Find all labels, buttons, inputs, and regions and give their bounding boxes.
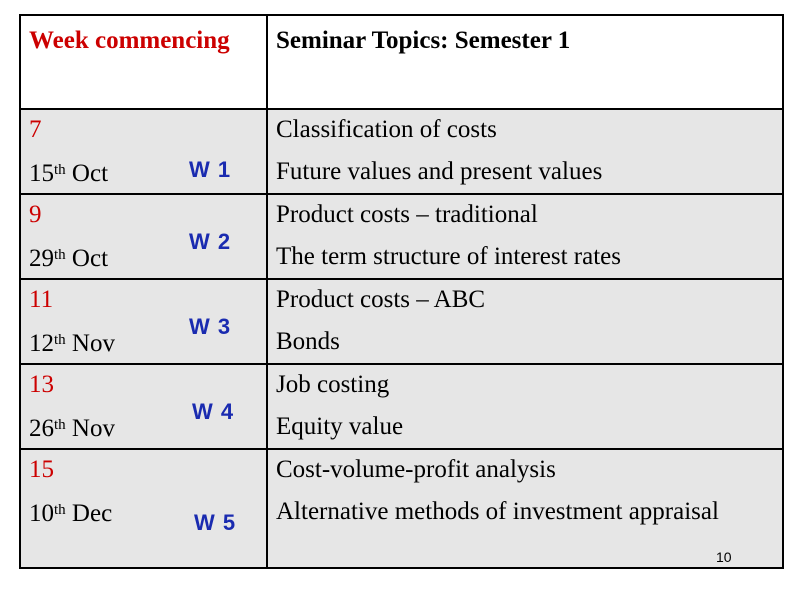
week-cell [20, 194, 267, 279]
topic-item: Equity value [276, 413, 404, 440]
week-number: 9 [29, 201, 42, 228]
topics-cell [267, 364, 783, 449]
topic-item: Cost-volume-profit analysis [276, 456, 556, 483]
page-number: 10 [716, 549, 732, 565]
week-number: 15 [29, 456, 54, 483]
topics-cell [267, 279, 783, 364]
topic-item: Classification of costs [276, 116, 497, 143]
topic-item: Product costs – ABC [276, 286, 486, 313]
table-row [20, 109, 783, 194]
topics-cell [267, 109, 783, 194]
seminar-schedule-table [19, 14, 784, 569]
week-date: 26th Nov [29, 415, 115, 442]
week-number: 13 [29, 371, 54, 398]
topic-item: Future values and present values [276, 158, 603, 185]
seminar-topics-header: Seminar Topics: Semester 1 [267, 15, 783, 109]
week-cell [20, 279, 267, 364]
week-cell [20, 109, 267, 194]
week-date: 29th Oct [29, 245, 109, 272]
table-row [20, 194, 783, 279]
topic-item: Product costs – traditional [276, 201, 538, 228]
week-label-w1: W 1 [189, 157, 232, 182]
table-row [20, 449, 783, 568]
topics-cell [267, 449, 783, 568]
week-label-w2: W 2 [189, 229, 232, 254]
table-header-row [20, 15, 783, 109]
week-label-w3: W 3 [189, 314, 232, 339]
week-label-w5: W 5 [194, 510, 237, 535]
week-cell [20, 364, 267, 449]
topic-item: Bonds [276, 328, 340, 355]
week-date: 12th Nov [29, 330, 115, 357]
table-row [20, 364, 783, 449]
week-commencing-header: Week commencing [20, 15, 267, 109]
week-date: 15th Oct [29, 160, 109, 187]
topic-item: Job costing [276, 371, 390, 398]
table-row [20, 279, 783, 364]
topic-item: Alternative methods of investment appraisal [276, 498, 719, 525]
topics-cell [267, 194, 783, 279]
week-cell [20, 449, 267, 568]
week-date: 10th Dec [29, 500, 113, 527]
week-number: 11 [29, 286, 54, 313]
week-label-w4: W 4 [192, 399, 235, 424]
topic-item: The term structure of interest rates [276, 243, 621, 270]
week-number: 7 [29, 116, 42, 143]
